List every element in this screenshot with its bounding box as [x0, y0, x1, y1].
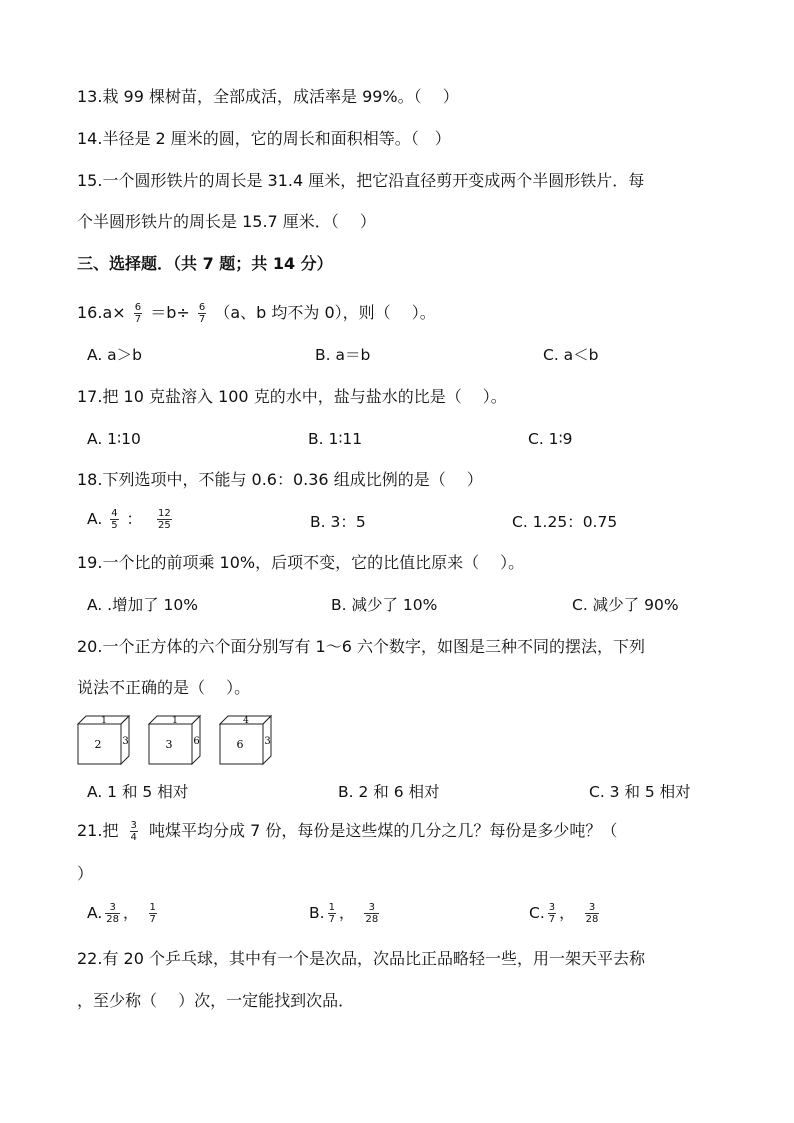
- q21-c-fraction-1: $\frac{3}{7}$: [548, 902, 556, 925]
- cube-1: [78, 716, 129, 764]
- cube-3-front: 6: [236, 738, 244, 751]
- q18-option-c[interactable]: C. 1.25：0.75: [512, 513, 618, 531]
- cube-3: [220, 716, 271, 764]
- q19-option-c[interactable]: C. 减少了 90%: [572, 596, 679, 614]
- q21-fraction: $\frac{3}{4}$: [130, 820, 137, 843]
- cube-1-top: 1: [101, 716, 107, 726]
- q21-b-fraction-1: $\frac{1}{7}$: [328, 902, 335, 925]
- q18-option-a[interactable]: A. $\frac{4}{5}$ ： $\frac{12}{25}$: [87, 508, 171, 531]
- q21-option-b[interactable]: B. $\frac{1}{7}$ ， $\frac{3}{28}$: [309, 902, 379, 925]
- question-22-line1: 22.有 20 个乒乓球，其中有一个是次品，次品比正品略轻一些，用一架天平去称: [77, 949, 645, 968]
- question-15-line2: 个半圆形铁片的周长是 15.7 厘米．（ ）: [77, 212, 376, 231]
- q16-mid: ＝b÷: [150, 303, 190, 322]
- cube-3-side: 3: [264, 736, 271, 747]
- q18-a-fraction-1: $\frac{4}{5}$: [111, 508, 118, 531]
- q21-prefix: 21.把: [77, 821, 119, 840]
- question-22-line2: ，至少称（ ）次，一定能找到次品．: [77, 991, 355, 1010]
- q16-prefix: 16.a×: [77, 303, 126, 322]
- q16-fraction-1: $\frac{6}{7}$: [134, 302, 142, 325]
- q20-option-a[interactable]: A. 1 和 5 相对: [87, 783, 189, 801]
- q19-option-b[interactable]: B. 减少了 10%: [331, 596, 438, 614]
- question-15-line1: 15.一个圆形铁片的周长是 31.4 厘米，把它沿直径剪开变成两个半圆形铁片．每: [77, 171, 645, 190]
- cube-3-top: 4: [243, 716, 249, 726]
- q21-option-c[interactable]: C. $\frac{3}{7}$ ， $\frac{3}{28}$: [529, 902, 599, 925]
- q17-option-a[interactable]: A. 1∶10: [87, 430, 141, 448]
- cube-1-front: 2: [94, 738, 102, 751]
- cubes-figure: [76, 712, 276, 768]
- q21-suffix: 吨煤平均分成 7 份，每份是这些煤的几分之几？每份是多少吨？（: [149, 821, 618, 840]
- q18-a-fraction-2: $\frac{12}{25}$: [157, 508, 171, 531]
- q17-option-c[interactable]: C. 1∶9: [528, 430, 573, 448]
- q21-b-fraction-2: $\frac{3}{28}$: [365, 902, 379, 925]
- q20-option-c[interactable]: C. 3 和 5 相对: [589, 783, 691, 801]
- cube-2: [149, 716, 200, 764]
- question-18: 18.下列选项中，不能与 0.6：0.36 组成比例的是（ ）: [77, 470, 483, 489]
- q19-option-a[interactable]: A. .增加了 10%: [87, 596, 198, 614]
- q16-option-a[interactable]: A. a＞b: [87, 346, 143, 364]
- question-21-line2: ）: [77, 864, 94, 883]
- cube-1-side: 3: [122, 736, 129, 747]
- q21-a-fraction-2: $\frac{1}{7}$: [149, 902, 156, 925]
- question-21: [77, 820, 617, 843]
- q17-option-b[interactable]: B. 1∶11: [308, 430, 363, 448]
- q16-suffix: （a、b 均不为 0），则（ ）。: [214, 303, 436, 322]
- cube-2-top: 1: [172, 716, 178, 726]
- q16-option-b[interactable]: B. a＝b: [315, 346, 371, 364]
- question-17: 17.把 10 克盐溶入 100 克的水中，盐与盐水的比是（ ）。: [77, 387, 507, 406]
- q16-option-c[interactable]: C. a＜b: [543, 346, 599, 364]
- q21-a-fraction-1: $\frac{3}{28}$: [106, 902, 119, 925]
- question-16: [77, 302, 436, 325]
- q21-c-fraction-2: $\frac{3}{28}$: [585, 902, 599, 925]
- q16-fraction-2: $\frac{6}{7}$: [198, 302, 206, 325]
- q21-option-a[interactable]: A. $\frac{3}{28}$ ， $\frac{1}{7}$: [87, 902, 156, 925]
- question-19: 19.一个比的前项乘 10%，后项不变，它的比值比原来（ ）。: [77, 553, 525, 572]
- q20-option-b[interactable]: B. 2 和 6 相对: [338, 783, 440, 801]
- question-20-line1: 20.一个正方体的六个面分别写有 1～6 六个数字，如图是三种不同的摆法，下列: [77, 637, 645, 656]
- cube-2-side: 6: [193, 736, 200, 747]
- q18-option-b[interactable]: B. 3：5: [310, 513, 366, 531]
- question-13: 13.栽 99 棵树苗，全部成活，成活率是 99%。（ ）: [77, 87, 459, 106]
- cube-2-front: 3: [165, 738, 173, 751]
- section-3-title: 三、选择题．（共 7 题；共 14 分）: [77, 254, 333, 273]
- question-20-line2: 说法不正确的是（ ）。: [77, 678, 251, 697]
- question-14: 14.半径是 2 厘米的圆，它的周长和面积相等。（ ）: [77, 129, 451, 148]
